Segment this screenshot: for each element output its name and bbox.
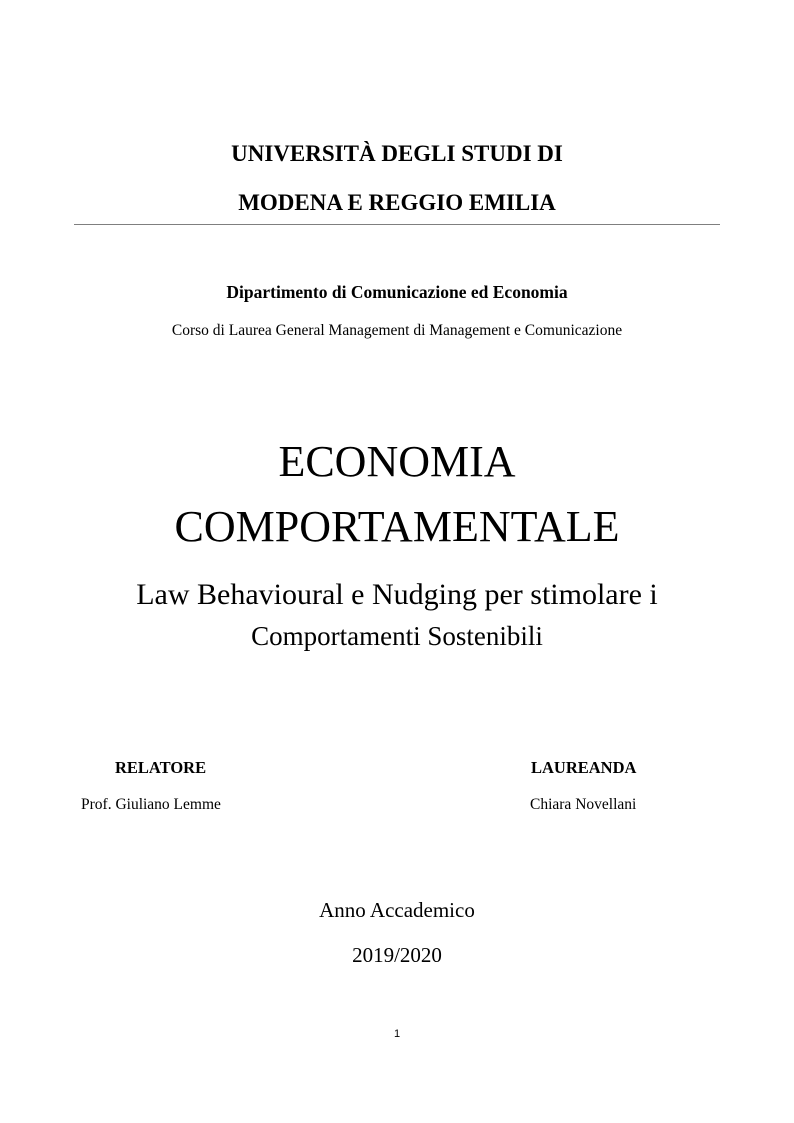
- supervisor-name: Prof. Giuliano Lemme: [81, 796, 221, 813]
- thesis-subtitle-line1: Law Behavioural e Nudging per stimolare i: [136, 578, 658, 611]
- university-name-line2: MODENA E REGGIO EMILIA: [238, 190, 556, 215]
- thesis-title-line1: ECONOMIA: [278, 437, 516, 486]
- thesis-subtitle-line2: Comportamenti Sostenibili: [251, 621, 543, 651]
- supervisor-role: RELATORE: [115, 758, 207, 777]
- page-number: 1: [393, 1028, 401, 1040]
- university-name-line1: UNIVERSITÀ DEGLI STUDI DI: [231, 141, 563, 166]
- candidate-name: Chiara Novellani: [530, 796, 637, 813]
- candidate-role: LAUREANDA: [531, 758, 637, 777]
- thesis-title-line2: COMPORTAMENTALE: [174, 502, 620, 551]
- department-name: Dipartimento di Comunicazione ed Economia: [226, 282, 568, 302]
- academic-year-value: 2019/2020: [352, 943, 442, 967]
- header-divider: [74, 224, 720, 225]
- course-name: Corso di Laurea General Management di Management e Comunicazione: [171, 322, 623, 339]
- academic-year-label: Anno Accademico: [319, 898, 475, 922]
